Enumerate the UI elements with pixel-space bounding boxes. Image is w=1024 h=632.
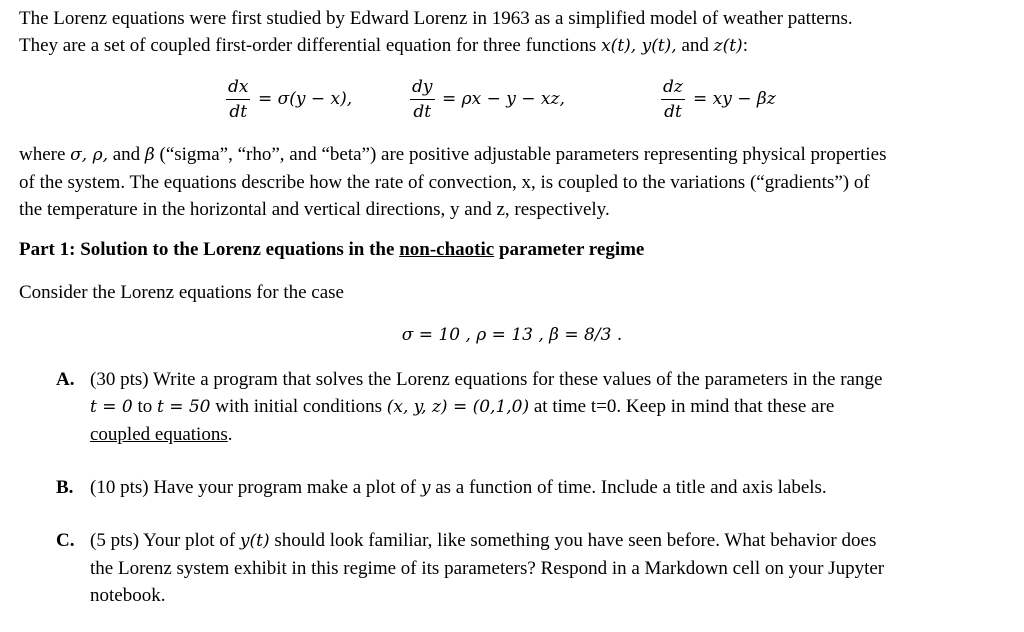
equation-1-numerator: dx [228,77,249,97]
parameters-sigma-rho: σ, ρ, [70,145,108,165]
initial-conditions: (x, y, z) = (0,1,0) [386,397,530,417]
equation-1-rhs: = σ(y − x), [258,89,353,109]
question-a-line-2-rest: at time t=0. Keep in mind that these are [529,396,835,417]
consider-text: Consider the Lorenz equations for the case [19,282,344,303]
lorenz-equations [0,76,1024,132]
where-line-3: the temperature in the horizontal and vertical directions, y and z, respectively. [19,199,610,220]
fraction-bar [410,99,435,100]
equation-2-fraction [410,76,435,123]
question-c-letter: C. [56,530,75,551]
intro-paragraph [19,5,1009,60]
part-1-underlined: non-chaotic [399,239,495,260]
parameter-beta: β [144,145,155,165]
equation-3-fraction [661,76,685,123]
question-a-with: with initial conditions [210,396,387,417]
part-1-suffix: parameter regime [494,239,645,260]
question-a-line-1: (30 pts) Write a program that solves the Lorenz equations for these values of the parameters in the range [90,369,883,390]
time-start: t = 0 [90,397,133,417]
intro-functions-xy: x(t), y(t), [601,36,677,56]
parameter-values-text: σ = 10 , ρ = 13 , β = 8/3 . [401,325,623,345]
question-a-period: . [227,424,233,445]
question-c-line-3: notebook. [90,585,166,606]
part-1-heading [19,236,644,263]
fraction-bar [661,99,685,100]
intro-colon: : [742,35,748,56]
equation-3-rhs: = xy − βz [693,89,776,109]
part-1-prefix: Part 1: Solution to the Lorenz equations in the [19,239,400,260]
question-b-text-b: as a function of time. Include a title and axis labels. [430,477,827,498]
equation-2-denominator: dt [413,102,432,122]
question-c-text-b: should look familiar, like something you have seen before. What behavior does [269,530,877,551]
question-c [56,527,1006,609]
fraction-bar [226,99,250,100]
intro-and: and [676,35,714,56]
equation-2-rhs: = ρx − y − xz, [442,89,565,109]
equation-3-numerator: dz [663,77,683,97]
question-a [56,366,1006,448]
intro-line-2: They are a set of coupled first-order differential equation for three functions [19,35,602,56]
intro-function-z: z(t) [713,36,743,56]
question-a-body [90,366,1006,448]
equation-1-denominator: dt [229,102,248,122]
where-line-1-rest: (“sigma”, “rho”, and “beta”) are positive adjustable parameters representing physical properties [154,144,887,165]
question-c-body [90,527,1006,609]
variable-y: y [420,478,431,498]
function-y-of-t: y(t) [239,531,270,551]
equation-2-numerator: dy [412,77,433,97]
where-line-2: of the system. The equations describe how the rate of convection, x, is coupled to the variations (“gradients”) of [19,172,870,193]
intro-line-1: The Lorenz equations were first studied by Edward Lorenz in 1963 as a simplified model of weather patterns. [19,8,853,29]
where-and: and [107,144,145,165]
question-a-to: to [132,396,157,417]
time-end: t = 50 [156,397,211,417]
question-b-letter: B. [56,477,74,498]
equation-3-denominator: dt [664,102,682,122]
where-text: where [19,144,71,165]
equation-1-fraction [226,76,250,123]
parameter-values [0,322,1024,349]
question-b [56,474,1006,502]
question-b-body [90,474,1006,502]
question-b-text-a: (10 pts) Have your program make a plot of [90,477,421,498]
question-c-text-a: (5 pts) Your plot of [90,530,240,551]
where-paragraph [19,141,1009,223]
question-a-coupled: coupled equations [90,424,228,445]
question-c-line-2: the Lorenz system exhibit in this regime of its parameters? Respond in a Markdown cell on your Jupyter [90,558,885,579]
question-a-letter: A. [56,369,75,390]
